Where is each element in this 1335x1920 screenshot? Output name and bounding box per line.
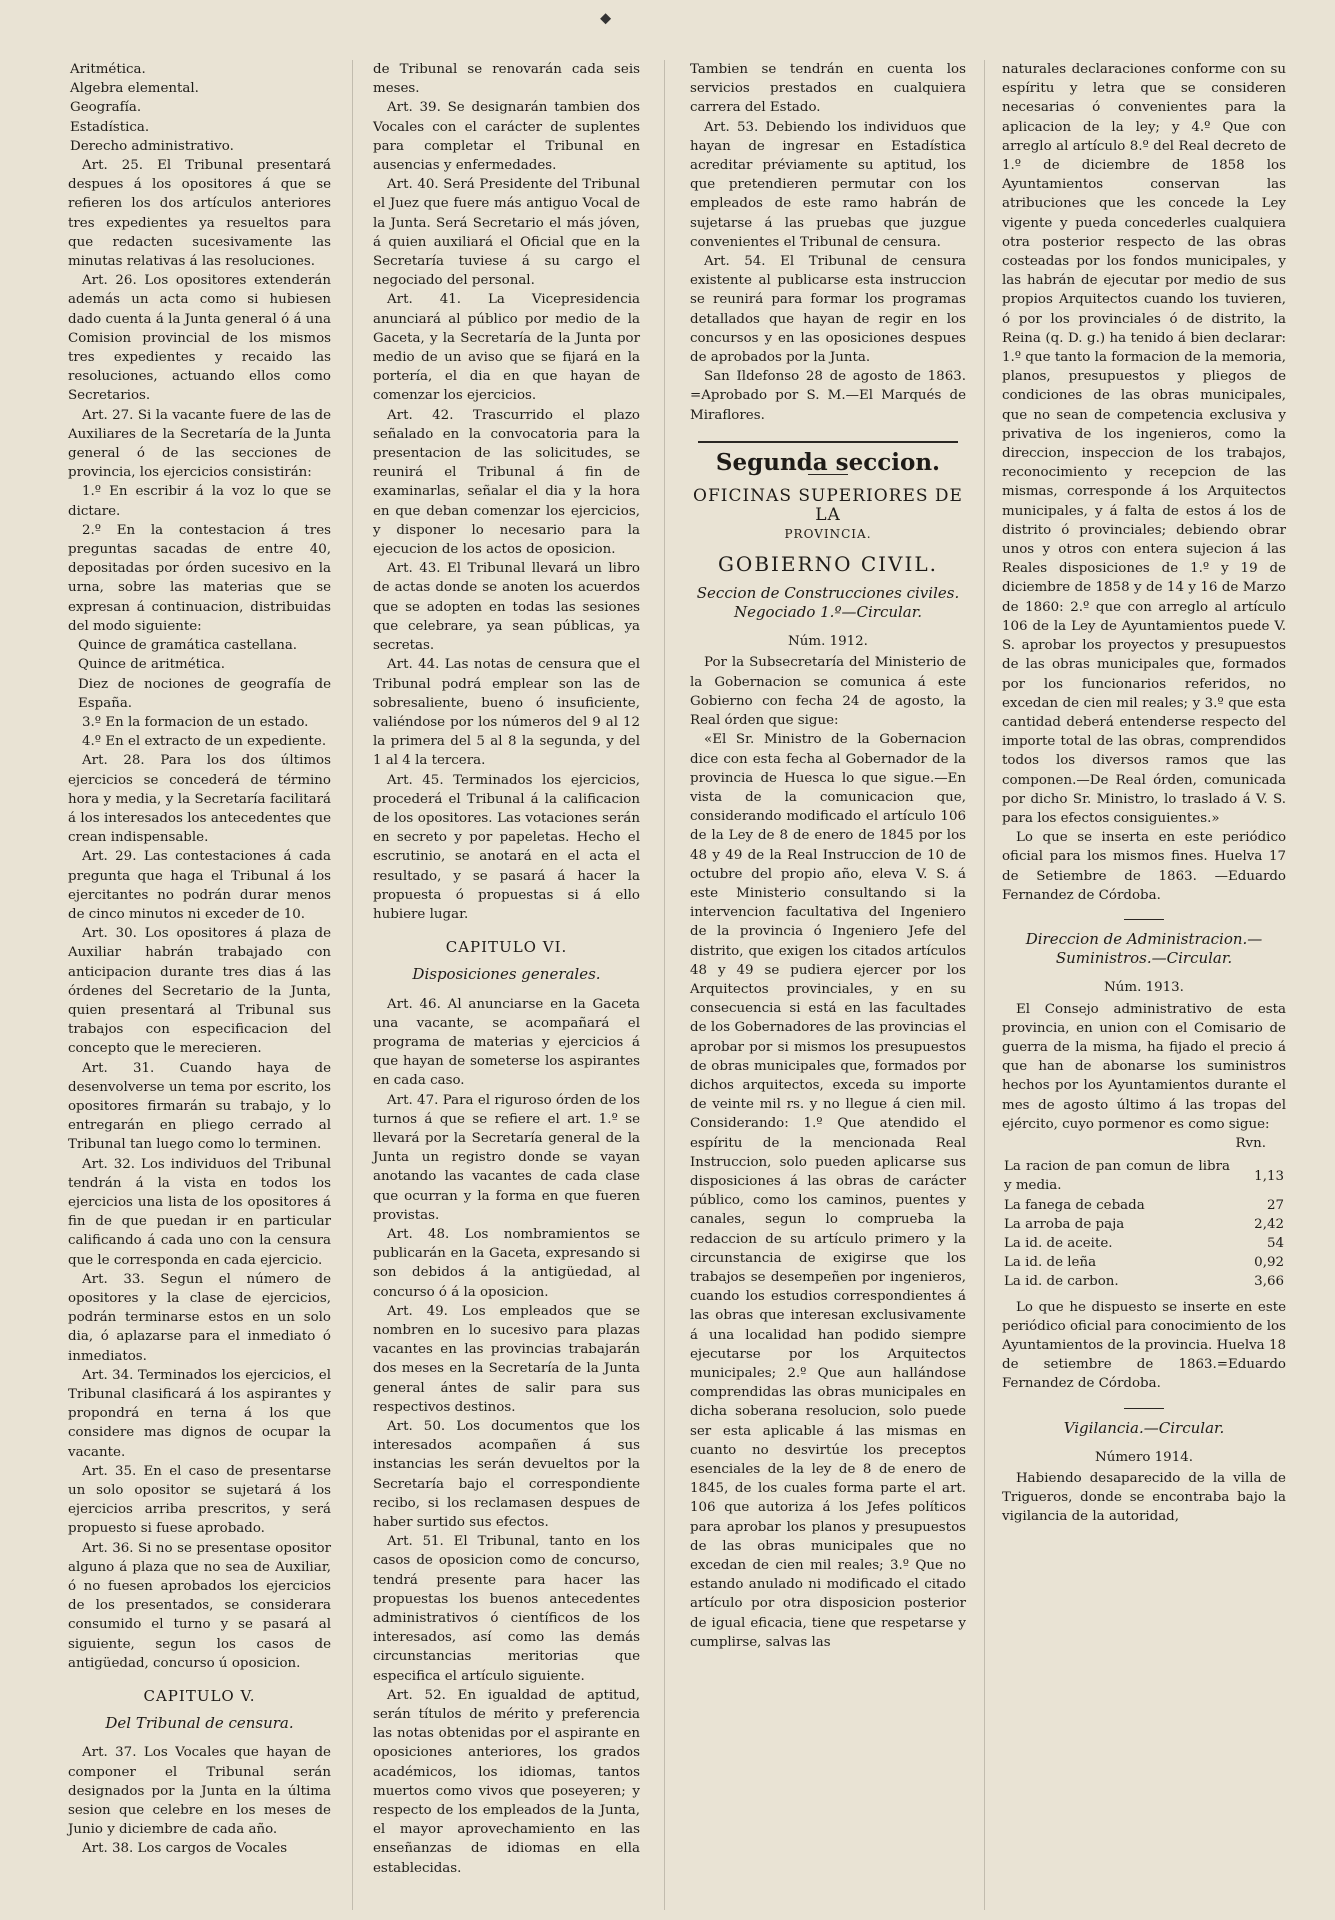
column-2 xyxy=(373,60,640,1878)
article-paragraph: 2.º En la contestacion á tres preguntas sacadas de entre 40, depositadas por órden sucesivo en la urna, sobre las materias que se expresan á continuacion, distribuidas del modo siguiente: xyxy=(68,522,331,634)
article-paragraph: Art. 26. Los opositores extenderán además un acta como si hubiesen dado cuenta á la Junta general ó á una Comision provincial de los mismos tres expedientes y recaido las resoluciones, actuando ellos como Secretarios. xyxy=(68,273,331,404)
price-value: 3,66 xyxy=(1254,1274,1284,1290)
column-divider xyxy=(664,60,665,1910)
list-item: Quince de gramática castellana. xyxy=(78,638,298,654)
subject-line: Aritmética. xyxy=(70,62,146,77)
notice-number: Núm. 1913. xyxy=(1104,980,1184,996)
table-row xyxy=(1002,1234,1286,1253)
article-paragraph: Art. 40. Será Presidente del Tribunal el Juez que fuere más antiguo Vocal de la Junta. Será Secretario el más jóven, á quien auxiliará el Oficial que en la Secretaría tuviese á su cargo el negociado del personal. xyxy=(373,177,640,289)
article-paragraph: Art. 43. El Tribunal llevará un libro de actas donde se anoten los acuerdos que se adopten en todas las sesiones que celebrare, ya sean públicas, ya secretas. xyxy=(373,561,640,654)
department-heading: Seccion de Construcciones civiles. Negociado 1.º—Circular. xyxy=(696,583,960,622)
date-signature: San Ildefonso 28 de agosto de 1863. =Aprobado por S. M.—El Marqués de Miraflores. xyxy=(690,369,966,423)
subject-line: Geografía. xyxy=(70,100,142,116)
article-paragraph: Art. 32. Los individuos del Tribunal tendrán á la vista en todos los ejercicios una lista de los opositores á fin de que puedan ir en particular calificando á cada uno con la censura que le corresponda en cada ejercicio. xyxy=(68,1156,331,1268)
article-paragraph: Art. 53. Debiendo los individuos que hayan de ingresar en Estadística acreditar préviamente su aptitud, los que pretendieren permutar con los empleados de este ramo habrán de sujetarse á las pruebas que juzgue convenientes el Tribunal de censura. xyxy=(690,119,966,250)
price-value: 1,13 xyxy=(1254,1168,1284,1184)
price-item: La id. de carbon. xyxy=(1004,1274,1119,1290)
price-table xyxy=(1002,1157,1286,1291)
article-paragraph: Art. 30. Los opositores á plaza de Auxiliar habrán trabajado con anticipacion durante tres dias á las órdenes del Secretario de la Junta, quien presentará al Tribunal sus trabajos con especificacion del concepto que le merecieren. xyxy=(68,926,331,1057)
notice-number: Número 1914. xyxy=(1094,1449,1194,1465)
price-value: 27 xyxy=(1266,1197,1284,1213)
article-paragraph: Habiendo desaparecido de la villa de Trigueros, donde se encontraba bajo la vigilancia de la autoridad, xyxy=(1002,1471,1286,1525)
table-row xyxy=(1002,1215,1286,1234)
article-paragraph: 4.º En el extracto de un expediente. xyxy=(82,734,327,750)
table-row xyxy=(1002,1196,1286,1215)
article-paragraph: Art. 54. El Tribunal de censura existente al publicarse esta instruccion se reunirá para formar los programas detallados que hayan de regir en los concursos y en las oposiciones despues de aprobados por la Junta. xyxy=(690,254,966,366)
government-heading: GOBIERNO CIVIL. xyxy=(717,551,939,576)
article-paragraph: Art. 39. Se designarán tambien dos Vocales con el carácter de suplentes para completar el Tribunal en ausencias y enfermedades. xyxy=(373,100,640,174)
column-1 xyxy=(68,60,331,1859)
short-rule xyxy=(1124,919,1164,920)
article-paragraph: Art. 35. En el caso de presentarse un solo opositor se sujetará á los ejercicios arriba prescritos, y será propuesto si fuese aprobado. xyxy=(68,1463,331,1537)
column-divider xyxy=(984,60,985,1910)
article-paragraph: Art. 49. Los empleados que se nombren en lo sucesivo para plazas vacantes en las provincias trabajarán dos meses en la Secretaría de la Junta general ántes de salir para sus respectivos destinos. xyxy=(373,1303,640,1415)
price-item: La racion de pan comun de libra y media. xyxy=(1004,1159,1230,1194)
article-paragraph: Art. 29. Las contestaciones á cada pregunta que haga el Tribunal á los ejercitantes no podrán durar menos de cinco minutos ni exceder de 10. xyxy=(68,849,331,922)
notice-number: Núm. 1912. xyxy=(788,634,868,650)
price-item: La arroba de paja xyxy=(1004,1216,1125,1232)
article-paragraph: El Consejo administrativo de esta provincia, en union con el Comisario de guerra de la misma, ha fijado el precio á que han de abonarse los suministros hechos por los Ayuntamientos durante el mes de agosto último á las tropas del ejército, cuyo pormenor es como sigue: xyxy=(1002,1001,1286,1132)
price-value: 0,92 xyxy=(1254,1255,1284,1271)
article-paragraph: Tambien se tendrán en cuenta los servicios prestados en cualquiera carrera del Estado. xyxy=(690,62,966,116)
article-paragraph: Art. 31. Cuando haya de desenvolverse un tema por escrito, los opositores firmarán su trabajo, y lo entregarán en pliego cerrado al Tribunal tan luego como lo terminen. xyxy=(68,1060,331,1153)
article-paragraph: Art. 51. El Tribunal, tanto en los casos de oposicion como de concurso, tendrá presente para hacer las propuestas los buenos antecedentes administrativos ó científicos de los interesados, así como las demás circunstancias meritorias que especifica el artículo siguiente. xyxy=(373,1534,640,1684)
article-paragraph: Art. 45. Terminados los ejercicios, procederá el Tribunal á la calificacion de los opositores. Las votaciones serán en secreto y por papeletas. Hecho el escrutinio, se anotará en el acta el resultado, y se pasará á hacer la propuesta ó propuestas si á ello hubiere lugar. xyxy=(373,772,640,922)
column-3 xyxy=(690,60,966,1652)
article-paragraph: Art. 28. Para los dos últimos ejercicios se concederá de término hora y media, y la Secretaría facilitará á los interesados los antecedentes que crean indispensable. xyxy=(68,753,331,846)
table-row xyxy=(1002,1157,1286,1195)
column-4 xyxy=(1002,60,1286,1527)
currency-label: Rvn. xyxy=(1235,1135,1266,1151)
article-paragraph: Art. 27. Si la vacante fuere de las de Auxiliares de la Secretaría de la Junta general ó de las secciones de provincia, los ejercicios consistirán: xyxy=(68,407,331,481)
table-row xyxy=(1002,1253,1286,1272)
section-rule xyxy=(698,441,958,443)
subject-line: Derecho administrativo. xyxy=(70,138,234,154)
article-paragraph: Art. 38. Los cargos de Vocales xyxy=(82,1841,288,1857)
article-paragraph: Lo que se inserta en este periódico oficial para los mismos fines. Huelva 17 de Setiembre de 1863. —Eduardo Fernandez de Córdoba. xyxy=(1002,830,1286,903)
chapter-heading: CAPITULO V. xyxy=(143,1687,256,1706)
article-paragraph: Art. 48. Los nombramientos se publicarán en la Gaceta, expresando si son debidos á la antigüedad, al concurso ó á la oposicion. xyxy=(373,1226,640,1300)
article-paragraph: Art. 50. Los documentos que los interesados acompañen á sus instancias les serán devueltos por la Secretaría bajo el correspondiente recibo, si los reclamasen despues de haber surtido sus efectos. xyxy=(373,1419,640,1531)
article-paragraph: Art. 41. La Vicepresidencia anunciará al público por medio de la Gaceta, y la Secretaría de la Junta por medio de un aviso que se fijará en la portería, el dia en que hayan de comenzar los ejercicios. xyxy=(373,292,640,404)
table-row xyxy=(1002,1272,1286,1291)
price-item: La id. de leña xyxy=(1004,1255,1097,1271)
article-paragraph: Art. 37. Los Vocales que hayan de componer el Tribunal serán designados por la Junta en la última sesion que celebre en los meses de Junio y diciembre de cada año. xyxy=(68,1745,331,1838)
chapter-heading: CAPITULO VI. xyxy=(445,938,568,957)
province-heading: PROVINCIA. xyxy=(784,527,872,542)
price-item: La id. de aceite. xyxy=(1004,1235,1113,1251)
offices-heading: OFICINAS SUPERIORES DE LA xyxy=(693,486,963,526)
chapter-subheading: Disposiciones generales. xyxy=(412,965,601,984)
price-item: La fanega de cebada xyxy=(1004,1197,1145,1213)
article-paragraph: Art. 42. Trascurrido el plazo señalado en la convocatoria para la presentacion de las solicitudes, se reunirá el Tribunal á fin de examinarlas, señalar el dia y la hora en que deban comenzar los ejercicios, y disponer lo necesario para la ejecucion de los actos de oposicion. xyxy=(373,407,640,558)
article-paragraph: «El Sr. Ministro de la Gobernacion dice con esta fecha al Gobernador de la provincia de Huesca lo que sigue.—En vista de la comunicacion que, considerando modificado el artículo 106 de la Ley de 8 de enero de 1845 por los 48 y 49 de la Real Instruccion de 10 de octubre del propio año, eleva V. S. á este Ministerio consultando si la intervencion facultativa del Ingeniero de la provincia ó Ingeniero Jefe del distrito, que exigen los citados artículos 48 y 49 se pudiera ejercer por los Arquitectos provinciales, y en su consecuencia si está en las facultades de los Gobernadores de las provincias el aprobar por si mismos los presupuestos de obras municipales que, formados por dichos arquitectos, exceda su importe de veinte mil rs. y no llegue á cien mil. Considerando: 1.º Que atendido el espíritu de la mencionada Real Instruccion, solo pueden aplicarse sus disposiciones á las obras de carácter público, como los caminos, puentes y canales, segun lo comprueba la redaccion de su artículo primero y la circunstancia de exigirse que los trabajos se desempeñen por ingenieros, cuando los estudios correspondientes á las obras que interesan exclusivamente á una localidad han podido siempre ejecutarse por los Arquitectos municipales; 2.º Que aun hallándose comprendidas las obras municipales en dicha soberana resolucion, solo puede ser esta aplicable á las mismas en cuanto no desvirtúe los preceptos esenciales de la ley de 8 de enero de 1845, de los cuales forma parte el art. 106 que autoriza á los Jefes políticos para aprobar los planos y presupuestos de las obras municipales que no excedan de cien mil reales; 3.º Que no estando anulado ni modificado el citado artículo por otra disposicion posterior de igual eficacia, tiene que respetarse y cumplirse, salvas las xyxy=(690,732,966,1650)
article-paragraph: Art. 34. Terminados los ejercicios, el Tribunal clasificará á los aspirantes y propondrá en terna á los que considere mas dignos de ocupar la vacante. xyxy=(68,1367,331,1460)
department-heading: Vigilancia.—Circular. xyxy=(1063,1418,1225,1437)
subject-line: Algebra elemental. xyxy=(70,81,199,97)
article-paragraph: Por la Subsecretaría del Ministerio de la Gobernacion se comunica á este Gobierno con fecha 24 de agosto, la Real órden que sigue: xyxy=(690,655,966,729)
article-paragraph: Art. 25. El Tribunal presentará despues á los opositores á que se refieren los dos artículos anteriores tres expedientes ya resueltos para que redacten sucesivamente las minutas relativas á las resoluciones. xyxy=(68,158,331,270)
article-paragraph: Art. 36. Si no se presentase opositor alguno á plaza que no sea de Auxiliar, ó no fuesen aprobados los ejercicios de los presentados, se considerara consumido el turno y se pasará al siguiente, segun los casos de antigüedad, concurso ú oposicion. xyxy=(68,1540,331,1671)
department-heading: Direccion de Administracion.—Suministros.—Circular. xyxy=(1025,929,1263,968)
column-divider xyxy=(352,60,353,1910)
list-item: Quince de aritmética. xyxy=(78,657,226,673)
top-ornament: ⬥ xyxy=(600,8,612,27)
article-paragraph: Lo que he dispuesto se inserte en este periódico oficial para conocimiento de los Ayuntamientos de la provincia. Huelva 18 de setiembre de 1863.=Eduardo Fernandez de Córdoba. xyxy=(1002,1299,1286,1392)
article-paragraph: Art. 46. Al anunciarse en la Gaceta una vacante, se acompañará el programa de materias y ejercicios á que hayan de someterse los aspirantes en cada caso. xyxy=(373,996,640,1089)
article-paragraph: Art. 33. Segun el número de opositores y la clase de ejercicios, podrán terminarse estos en un solo dia, ó aplazarse para el inmediato ó inmediatos. xyxy=(68,1271,331,1364)
list-item: Diez de nociones de geografía de España. xyxy=(78,676,331,711)
article-paragraph: Art. 44. Las notas de censura que el Tribunal podrá emplear son las de sobresaliente, bueno ó insuficiente, valiéndose por los números del 9 al 12 la primera del 5 al 8 la segunda, y del 1 al 4 la tercera. xyxy=(373,657,640,769)
article-paragraph: 1.º En escribir á la voz lo que se dictare. xyxy=(68,484,331,519)
article-paragraph: 3.º En la formacion de un estado. xyxy=(82,714,309,730)
article-paragraph: Art. 52. En igualdad de aptitud, serán títulos de mérito y preferencia las notas obtenidas por el aspirante en oposiciones anteriores, los grados académicos, los idiomas, tantos muertos como vivos que poseyeren; y respecto de los empleados de la Junta, el mayor aprovechamiento en las enseñanzas de idiomas en ella establecidas. xyxy=(373,1687,640,1876)
chapter-subheading: Del Tribunal de censura. xyxy=(105,1714,294,1733)
price-value: 2,42 xyxy=(1254,1216,1284,1232)
article-paragraph: Art. 47. Para el riguroso órden de los turnos á que se refiere el art. 1.º se llevará por la Secretaría general de la Junta un registro donde se vayan anotando las vacantes de cada clase que ocurran y la forma en que fueren provistas. xyxy=(373,1092,640,1223)
price-value: 54 xyxy=(1266,1235,1284,1251)
subject-line: Estadística. xyxy=(70,119,150,135)
short-rule xyxy=(1124,1408,1164,1409)
article-paragraph: de Tribunal se renovarán cada seis meses. xyxy=(373,62,640,97)
article-paragraph: naturales declaraciones conforme con su espíritu y letra que se consideren necesarias ó convenientes para la aplicacion de la ley; y 4.º Que con arreglo al artículo 8.º del Real decreto de 1.º de diciembre de 1858 los Ayuntamientos conservan las atribuciones que les concede la Ley vigente y pueda concederles cualquiera otra posterior respecto de las obras costeadas por los fondos municipales, y las habrán de ejecutar por medio de sus propios Arquitectos cuando los tuvieren, ó por los provinciales ó de distrito, la Reina (q. D. g.) ha tenido á bien declarar: 1.º que tanto la formacion de la memoria, planos, presupuestos y pliegos de condiciones de las obras municipales, que no sean de competencia exclusiva y privativa de los ingenieros, como la direccion, inspeccion de los trabajos, reconocimiento y recepcion de las mismas, corresponde á los Arquitectos municipales, y á falta de estos á los de distrito ó provinciales; debiendo obrar unos y otros con entera sujecion á las Reales disposiciones de 1.º y 19 de diciembre de 1858 y de 14 y 16 de Marzo de 1860: 2.º que con arreglo al artículo 106 de la Ley de Ayuntamientos puede V. S. aprobar los proyectos y presupuestos de las obras municipales que, formados por los funcionarios referidos, no excedan de cien mil reales; y 3.º que esta cantidad deberá entenderse respecto del importe total de las obras, comprendidos todos los diversos ramos que las componen.—De Real órden, comunicada por dicho Sr. Ministro, lo traslado á V. S. para los efectos consiguientes.» xyxy=(1002,62,1286,826)
section-heading: Segunda seccion. xyxy=(715,448,941,476)
